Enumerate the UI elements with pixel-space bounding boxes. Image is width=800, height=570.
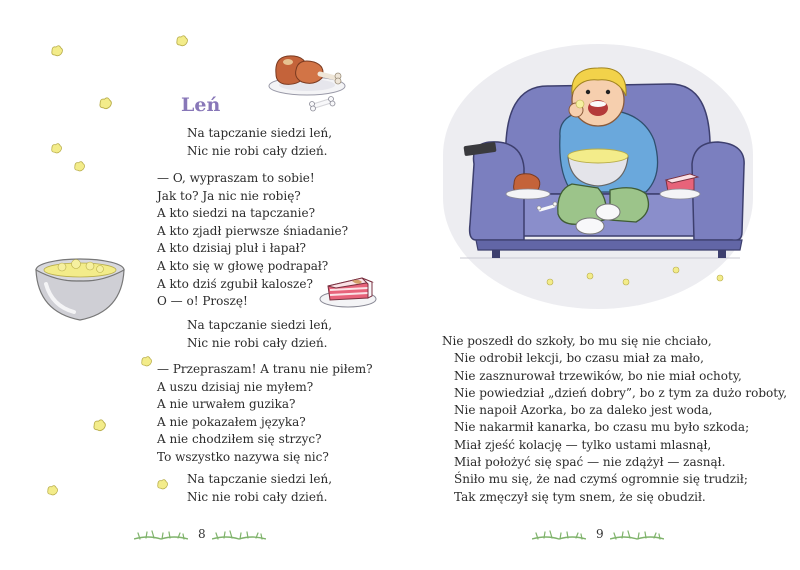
verse-line: Tak zmęczył się tym snem, że się obudził. [454, 489, 706, 504]
grass-icon [532, 530, 586, 542]
bone-icon [308, 96, 336, 112]
popcorn-icon [73, 160, 86, 173]
popcorn-icon [50, 142, 63, 155]
stanza-refrain-1 [187, 125, 332, 160]
popcorn-icon [98, 96, 113, 111]
verse-line: A kto zjadł pierwsze śniadanie? [157, 223, 349, 238]
stanza-right [442, 333, 787, 506]
verse-line: Nie napoił Azorka, bo za daleko jest woda, [454, 403, 713, 418]
stanza-4 [157, 361, 373, 467]
verse-line: Miał położyć się spać — nie zdążył — zasnął. [454, 455, 726, 470]
grass-icon [610, 530, 664, 542]
stanza-refrain-3 [187, 471, 332, 506]
verse-line: Na tapczanie siedzi leń, [187, 472, 333, 486]
verse-line: A kto się w głowę podrapał? [157, 258, 329, 273]
grass-icon [212, 530, 266, 542]
verse-line: A kto dziś zgubił kalosze? [157, 276, 313, 291]
popcorn-icon [46, 484, 59, 497]
right-page [400, 0, 800, 570]
verse-line: A nie pokazałem języka? [157, 414, 306, 429]
grass-icon [134, 530, 188, 542]
verse-line: Śniło mu się, że nad czymś ogromnie się trudził; [454, 472, 748, 487]
verse-line: A uszu dzisiaj nie myłem? [157, 379, 314, 394]
popcorn-icon [92, 418, 107, 433]
verse-line: — O, wypraszam to sobie! [157, 171, 315, 185]
page-number-right: 9 [596, 527, 604, 541]
poem-title: Leń [181, 94, 221, 116]
verse-line: A kto siedzi na tapczanie? [157, 206, 316, 221]
popcorn-icon [140, 355, 153, 368]
verse-line: Nie poszedł do szkoły, bo mu się nie chciało, [442, 334, 712, 348]
verse-line: Miał zjeść kolację — tylko ustami mlasnął, [454, 437, 712, 452]
verse-line: To wszystko nazywa się nic? [157, 449, 329, 464]
verse-line: Nie powiedział „dzień dobry”, bo z tym za dużo roboty, [454, 385, 788, 400]
cake-plate-icon [316, 266, 386, 310]
popcorn-icon [50, 44, 64, 58]
popcorn-icon [174, 34, 190, 48]
verse-line: Nie odrobił lekcji, bo czasu miał za mało, [454, 351, 704, 366]
verse-line: Na tapczanie siedzi leń, [187, 126, 333, 140]
verse-line: O — o! Proszę! [157, 294, 248, 309]
verse-line: Nic nie robi cały dzień. [187, 335, 328, 350]
verse-line: A nie urwałem guzika? [157, 397, 296, 412]
verse-line: Na tapczanie siedzi leń, [187, 318, 333, 332]
chicken-leg-plate-icon [262, 48, 352, 98]
boy-on-sofa-illustration [440, 44, 760, 304]
popcorn-bowl-icon [32, 254, 128, 326]
verse-line: Nic nie robi cały dzień. [187, 489, 328, 504]
stanza-refrain-2 [187, 317, 332, 352]
verse-line: A nie chodziłem się strzyc? [157, 432, 322, 447]
popcorn-icon [156, 478, 169, 491]
verse-line: Jak to? Ja nic nie robię? [157, 188, 301, 203]
verse-line: A kto dzisiaj pluł i łapał? [157, 241, 306, 256]
verse-line: Nie nakarmił kanarka, bo czasu mu było szkoda; [454, 420, 750, 435]
page-number-left: 8 [198, 527, 206, 541]
verse-line: — Przepraszam! A tranu nie piłem? [157, 362, 373, 376]
verse-line: Nic nie robi cały dzień. [187, 143, 328, 158]
verse-line: Nie zasznurował trzewików, bo nie miał ochoty, [454, 368, 742, 383]
